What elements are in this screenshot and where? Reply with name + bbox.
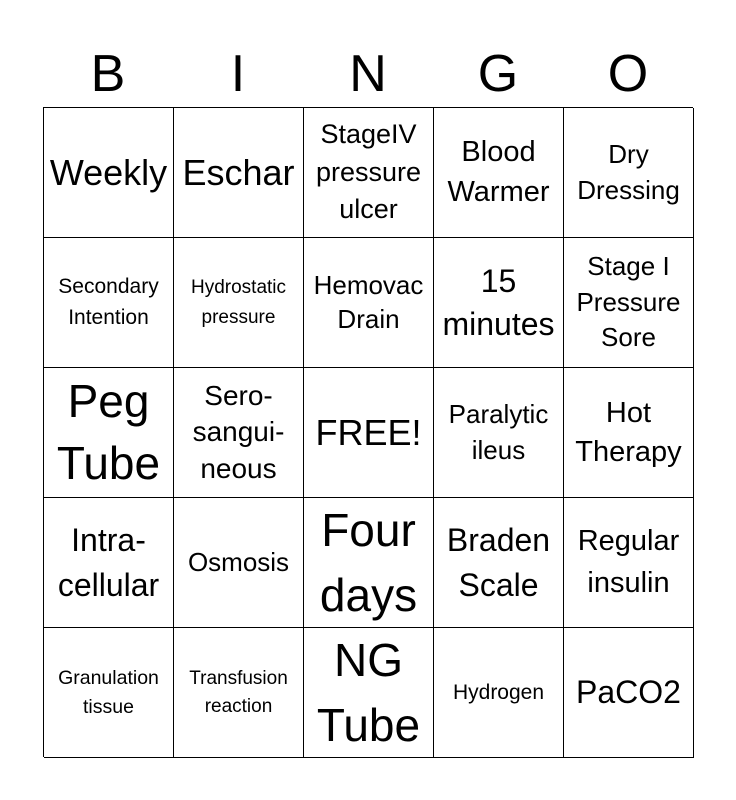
bingo-cell[interactable]: Eschar [174,108,304,238]
bingo-cell[interactable]: Sero- sangui- neous [174,368,304,498]
bingo-cell[interactable]: Braden Scale [434,498,564,628]
bingo-cell[interactable]: Four days [304,498,434,628]
header-letter-o: O [607,45,649,103]
header-letter-g: G [477,45,519,103]
bingo-cell[interactable]: Hydrogen [434,628,564,758]
bingo-cell[interactable]: Hemovac Drain [304,238,434,368]
bingo-cell[interactable]: NG Tube [304,628,434,758]
free-space[interactable]: FREE! [304,368,434,498]
bingo-cell[interactable]: Secondary Intention [44,238,174,368]
header-letter-b: B [90,45,126,103]
bingo-header [43,40,693,108]
bingo-cell[interactable]: Osmosis [174,498,304,628]
bingo-card [43,107,693,757]
bingo-cell[interactable]: Dry Dressing [564,108,694,238]
header-letter-i: I [230,45,246,103]
bingo-cell[interactable]: Peg Tube [44,368,174,498]
bingo-cell[interactable]: Weekly [44,108,174,238]
bingo-cell[interactable]: Paralytic ileus [434,368,564,498]
bingo-cell[interactable]: Blood Warmer [434,108,564,238]
bingo-cell[interactable]: Regular insulin [564,498,694,628]
bingo-cell[interactable]: Hydrostatic pressure [174,238,304,368]
bingo-cell[interactable]: Stage I Pressure Sore [564,238,694,368]
bingo-cell[interactable]: Intra- cellular [44,498,174,628]
bingo-cell[interactable]: StageIV pressure ulcer [304,108,434,238]
bingo-cell[interactable]: Transfusion reaction [174,628,304,758]
bingo-cell[interactable]: Hot Therapy [564,368,694,498]
bingo-cell[interactable]: PaCO2 [564,628,694,758]
bingo-cell[interactable]: 15 minutes [434,238,564,368]
header-letter-n: N [349,45,387,103]
bingo-cell[interactable]: Granulation tissue [44,628,174,758]
